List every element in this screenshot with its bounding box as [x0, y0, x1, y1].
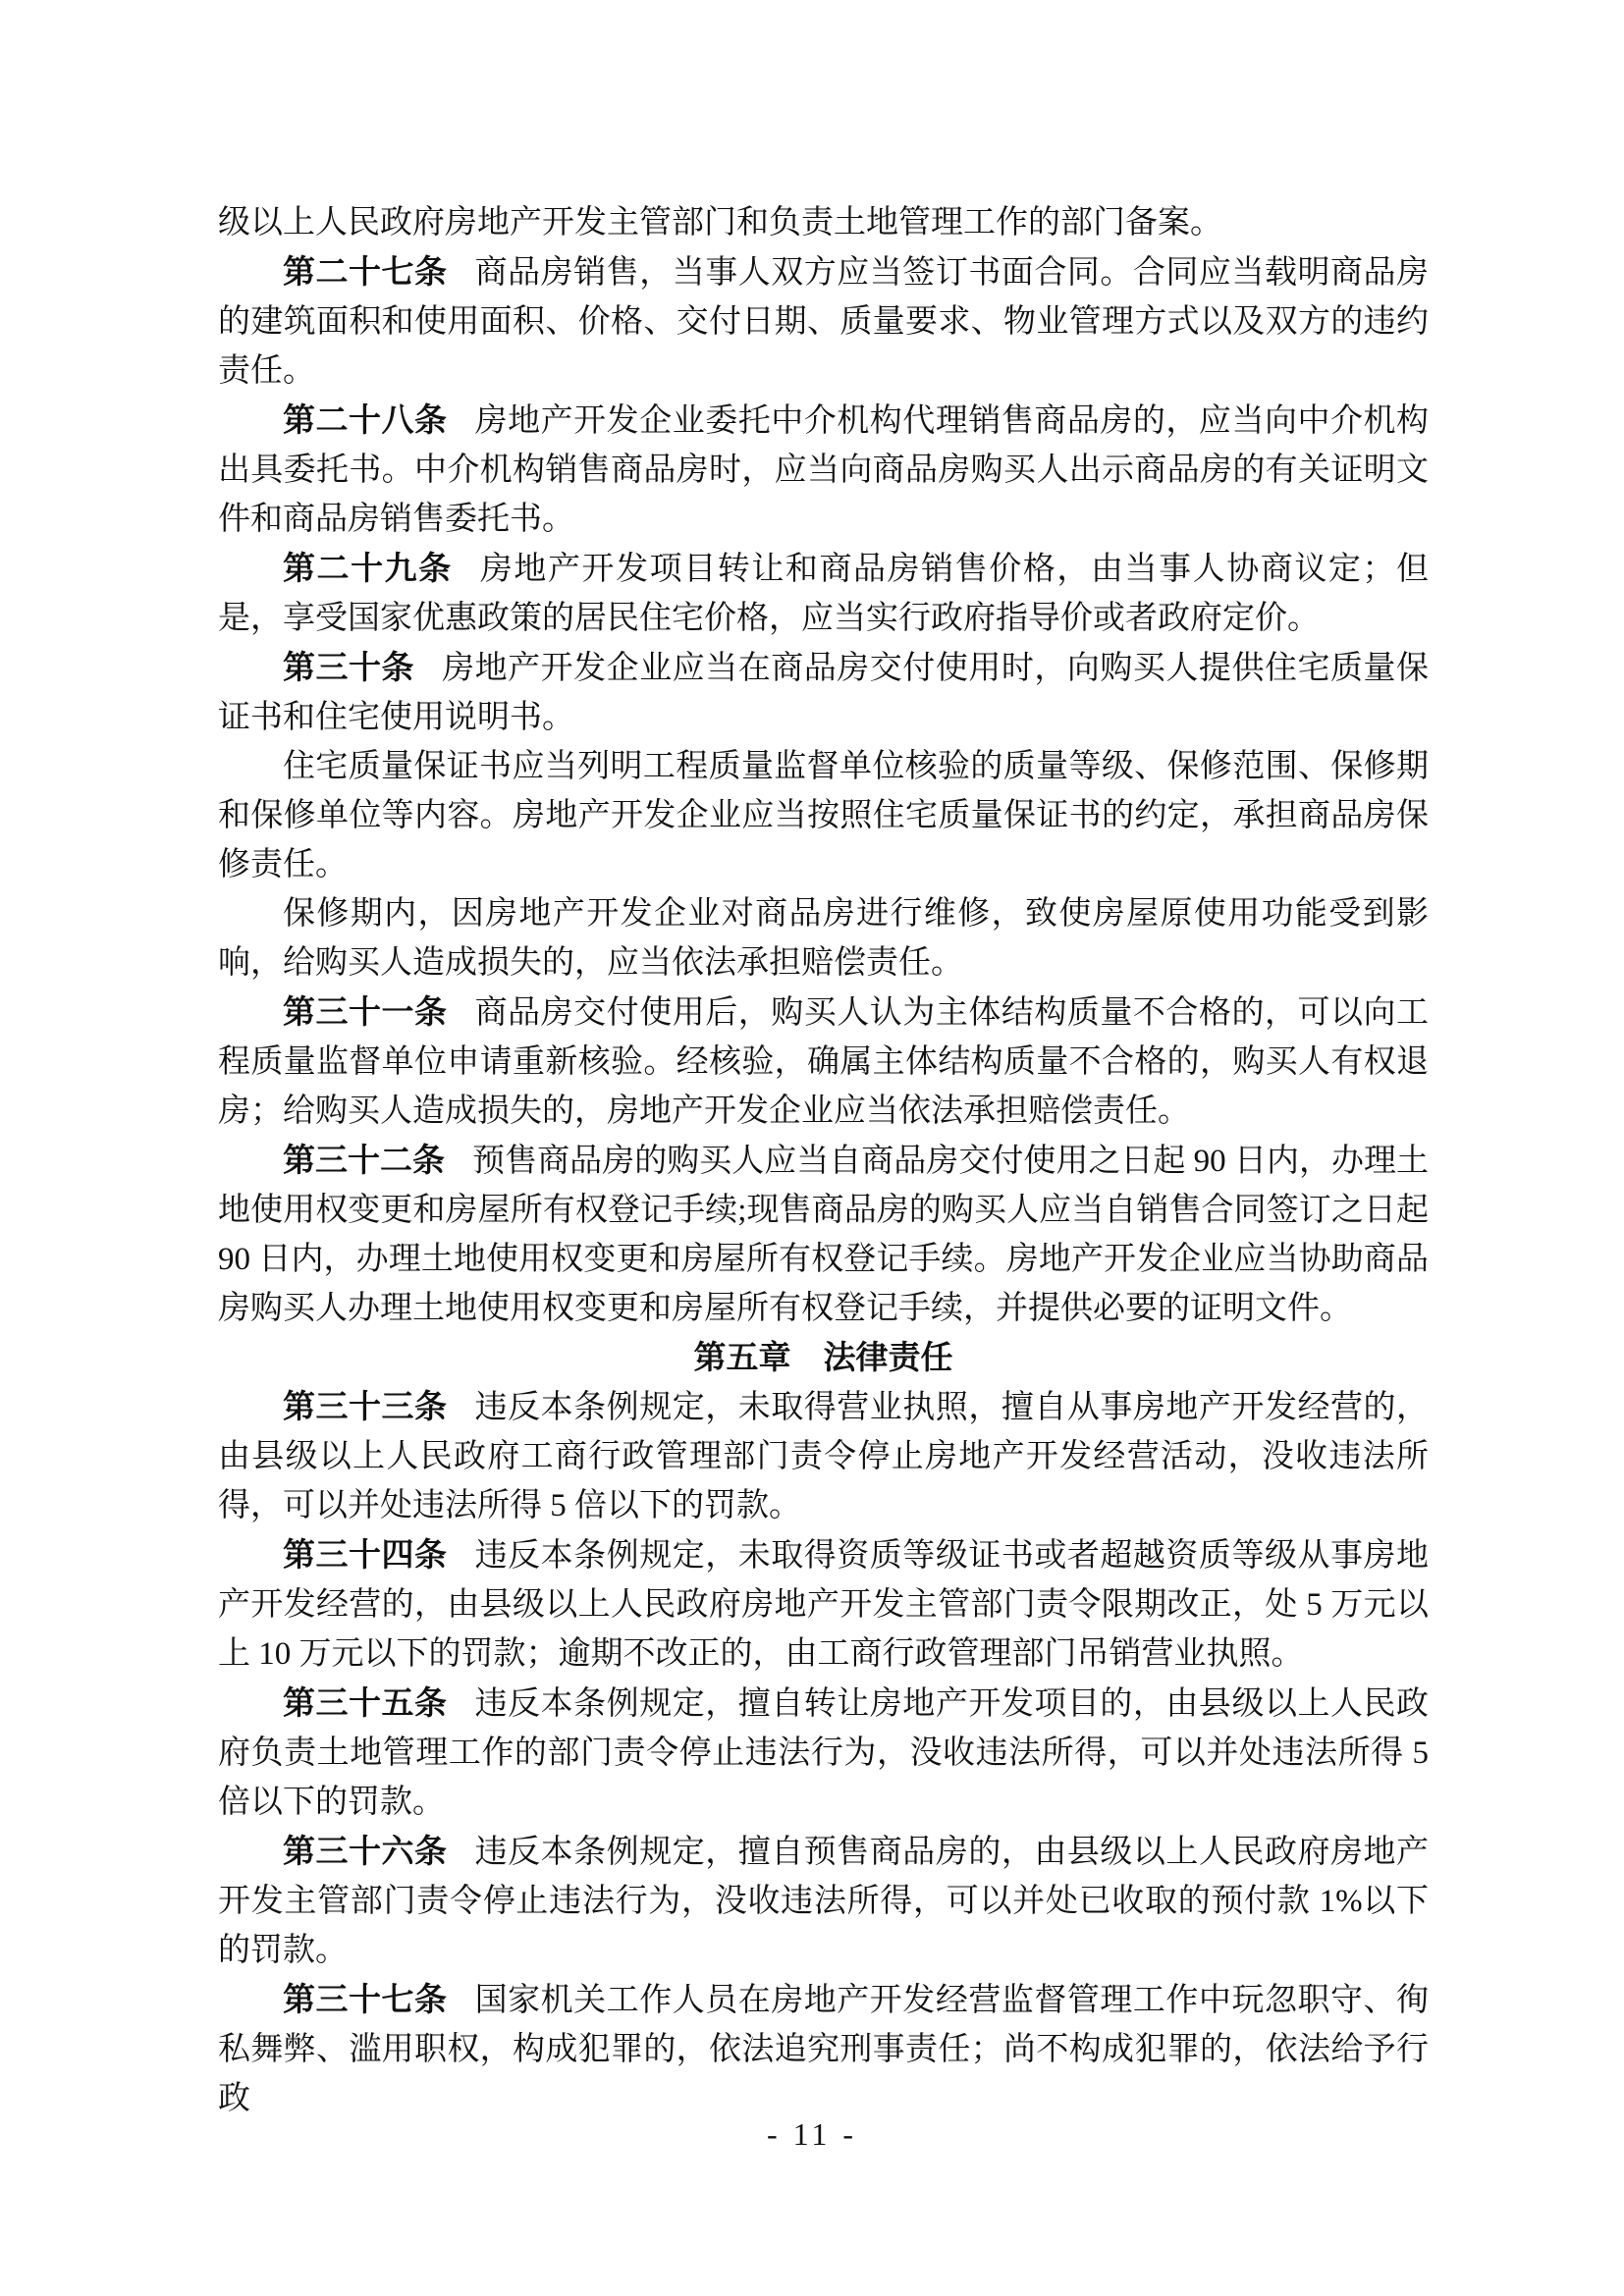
article-32-text: 预售商品房的购买人应当自商品房交付使用之日起 90 日内，办理土地使用权变更和房屋所有权登记手续;现售商品房的购买人应当自销售合同签订之日起 90 日内，办理土地使用权变更和房屋所有权登记手续。房地产开发企业应当协助商品房购买人办理土地使用权变更和房屋所有权登记手续，并提供必要的证明文件。	[218, 1144, 1430, 1326]
article-36	[218, 1827, 1429, 1975]
article-31-number: 第三十一条	[283, 993, 448, 1030]
article-27	[218, 247, 1429, 396]
article-36-text: 违反本条例规定，擅自预售商品房的，由县级以上人民政府房地产开发主管部门责令停止违法行为，没收违法所得，可以并处已收取的预付款 1%以下的罚款。	[218, 1835, 1430, 1968]
article-30-text: 房地产开发企业应当在商品房交付使用时，向购买人提供住宅质量保证书和住宅使用说明书。	[218, 651, 1430, 735]
article-35	[218, 1679, 1429, 1827]
article-35-number: 第三十五条	[283, 1684, 448, 1721]
article-30-number: 第三十条	[283, 649, 415, 685]
article-28-text: 房地产开发企业委托中介机构代理销售商品房的，应当向中介机构出具委托书。中介机构销售商品房时，应当向商品房购买人出示商品房的有关证明文件和商品房销售委托书。	[218, 403, 1430, 537]
article-32-number: 第三十二条	[283, 1142, 446, 1178]
article-30	[218, 643, 1429, 742]
article-35-text: 违反本条例规定，擅自转让房地产开发项目的，由县级以上人民政府负责土地管理工作的部门责令停止违法行为，没收违法所得，可以并处违法所得 5 倍以下的罚款。	[218, 1686, 1430, 1820]
article-34-number: 第三十四条	[283, 1536, 448, 1573]
article-34	[218, 1530, 1429, 1679]
article-37-number: 第三十七条	[283, 1981, 448, 2017]
article-28-number: 第二十八条	[283, 401, 448, 438]
chapter-5-heading	[218, 1333, 1429, 1382]
article-30-para-2: 住宅质量保证书应当列明工程质量监督单位核验的质量等级、保修范围、保修期和保修单位等内容。房地产开发企业应当按照住宅质量保证书的约定，承担商品房保修责任。	[218, 749, 1429, 882]
article-36-number: 第三十六条	[283, 1833, 448, 1869]
article-29-text: 房地产开发项目转让和商品房销售价格，由当事人协商议定；但是，享受国家优惠政策的居民住宅价格，应当实行政府指导价或者政府定价。	[218, 552, 1430, 636]
article-33	[218, 1382, 1429, 1530]
article-32	[218, 1136, 1429, 1333]
article-30-para-3: 保修期内，因房地产开发企业对商品房进行维修，致使房屋原使用功能受到影响，给购买人造成损失的，应当依法承担赔偿责任。	[218, 896, 1429, 981]
chapter-5-title: 法律责任	[823, 1339, 953, 1375]
document-body	[218, 198, 1429, 2123]
article-31	[218, 988, 1429, 1136]
page-number: - 11 -	[766, 2116, 858, 2152]
article-34-text: 违反本条例规定，未取得资质等级证书或者超越资质等级从事房地产开发经营的，由县级以上人民政府房地产开发主管部门责令限期改正，处 5 万元以上 10 万元以下的罚款；逾期不改正的，由工商行政管理部门吊销营业执照。	[218, 1538, 1430, 1672]
article-37	[218, 1975, 1429, 2123]
article-29	[218, 544, 1429, 643]
article-33-number: 第三十三条	[283, 1388, 448, 1424]
article-28	[218, 396, 1429, 544]
article-31-text: 商品房交付使用后，购买人认为主体结构质量不合格的，可以向工程质量监督单位申请重新核验。经核验，确属主体结构质量不合格的，购买人有权退房；给购买人造成损失的，房地产开发企业应当依法承担赔偿责任。	[218, 995, 1430, 1129]
article-27-text: 商品房销售，当事人双方应当签订书面合同。合同应当载明商品房的建筑面积和使用面积、价格、交付日期、质量要求、物业管理方式以及双方的违约责任。	[218, 255, 1430, 389]
article-27-number: 第二十七条	[283, 253, 448, 290]
chapter-5-number: 第五章	[693, 1339, 791, 1375]
article-37-text: 国家机关工作人员在房地产开发经营监督管理工作中玩忽职守、徇私舞弊、滥用职权，构成犯罪的，依法追究刑事责任；尚不构成犯罪的，依法给予行政	[218, 1983, 1430, 2116]
article-33-text: 违反本条例规定，未取得营业执照，擅自从事房地产开发经营的，由县级以上人民政府工商行政管理部门责令停止房地产开发经营活动，没收违法所得，可以并处违法所得 5 倍以下的罚款。	[218, 1390, 1430, 1523]
paragraph-continuation: 级以上人民政府房地产开发主管部门和负责土地管理工作的部门备案。	[218, 205, 1222, 240]
article-29-number: 第二十九条	[283, 550, 453, 586]
